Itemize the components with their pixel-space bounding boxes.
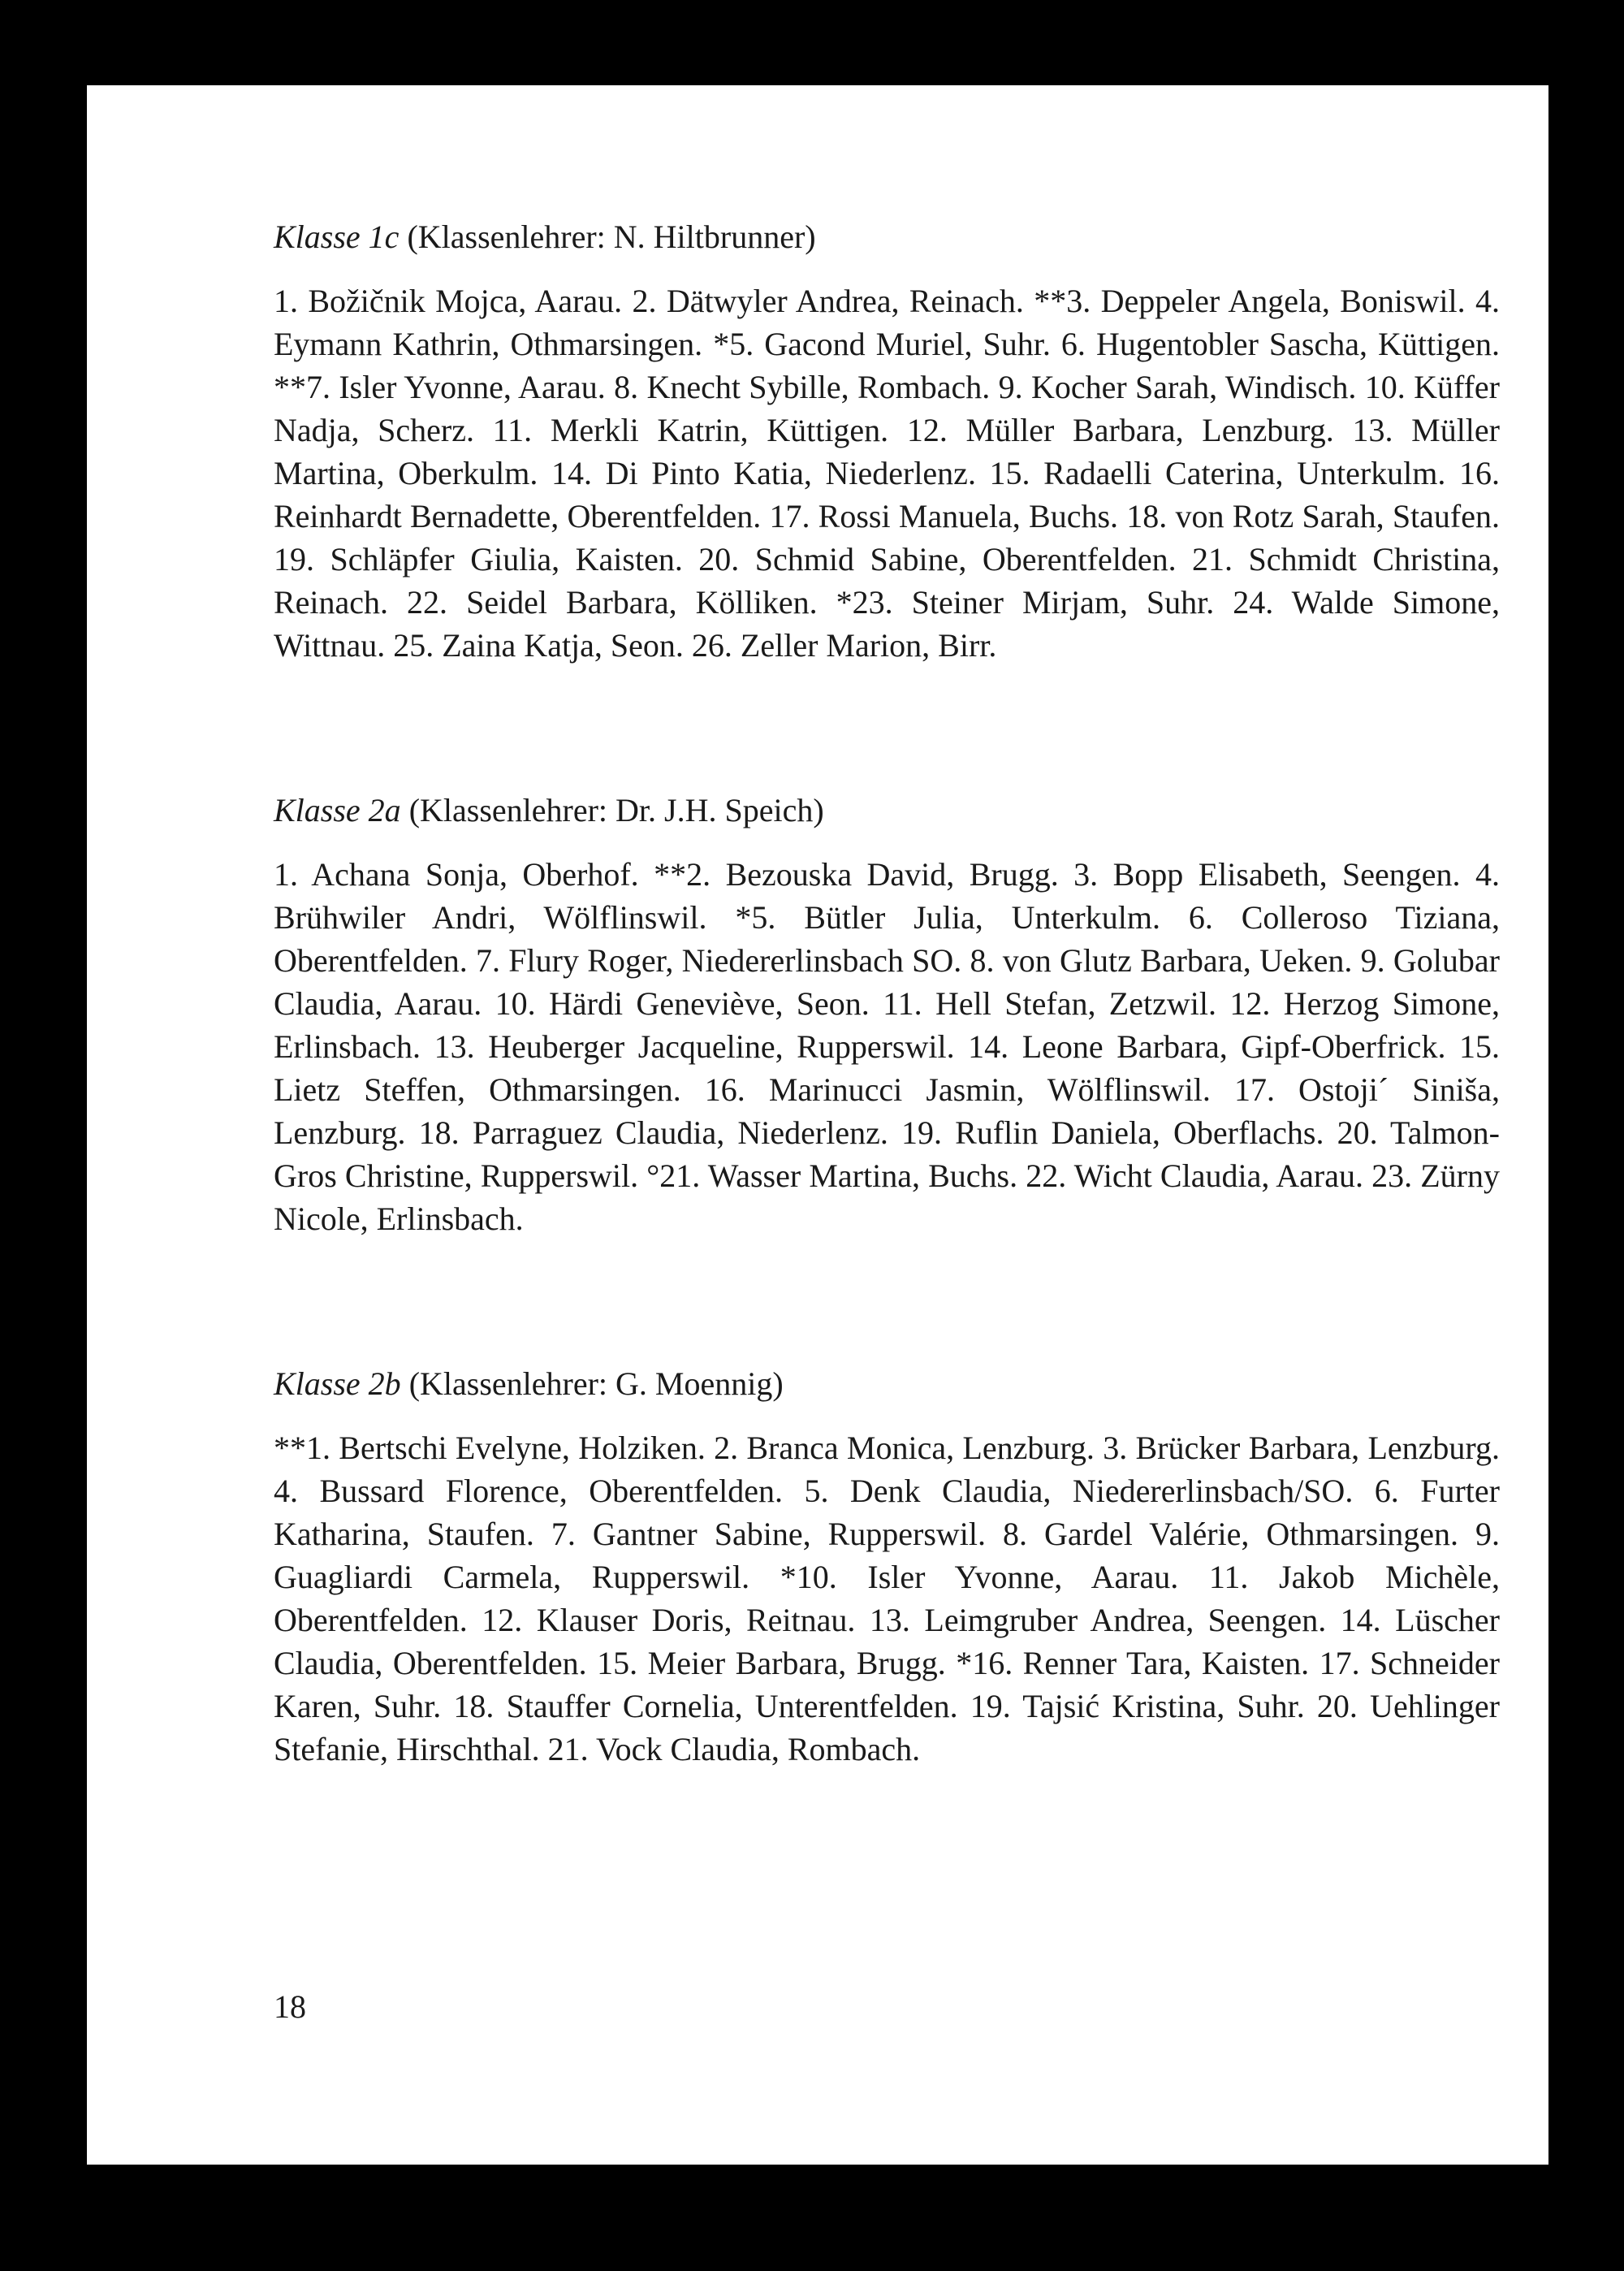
class-heading bbox=[274, 789, 1500, 832]
section-spacer bbox=[274, 667, 1500, 789]
class-heading bbox=[274, 215, 1500, 258]
class-block-2a bbox=[274, 789, 1500, 1240]
document-page bbox=[87, 85, 1548, 2165]
class-roster: **1. Bertschi Evelyne, Holziken. 2. Branca Monica, Lenzburg. 3. Brücker Barbara, Lenzburg. 4. Bussard Florence, Oberentfelden. 5. Denk Claudia, Niedererlinsbach/SO. 6. Furter Katharina, Staufen. 7. Gantner Sabine, Rupperswil. 8. Gardel Valérie, Othmarsingen. 9. Guagliardi Carmela, Rupperswil. *10. Isler Yvonne, Aarau. 11. Jakob Michèle, Oberentfelden. 12. Klauser Doris, Reitnau. 13. Leimgruber Andrea, Seengen. 14. Lüscher Claudia, Oberentfelden. 15. Meier Barbara, Brugg. *16. Renner Tara, Kaisten. 17. Schneider Karen, Suhr. 18. Stauffer Cornelia, Unterentfelden. 19. Tajsić Kristina, Suhr. 20. Uehlinger Stefanie, Hirschthal. 21. Vock Claudia, Rombach. bbox=[274, 1430, 1500, 1767]
class-teacher: (Klassenlehrer: Dr. J.H. Speich) bbox=[408, 792, 824, 828]
class-teacher: (Klassenlehrer: G. Moennig) bbox=[408, 1365, 784, 1402]
section-spacer bbox=[274, 1240, 1500, 1362]
class-block-2b bbox=[274, 1362, 1500, 1771]
class-block-1c bbox=[274, 215, 1500, 667]
class-name: Klasse 2a bbox=[274, 792, 401, 828]
class-roster: 1. Achana Sonja, Oberhof. **2. Bezouska David, Brugg. 3. Bopp Elisabeth, Seengen. 4. Brühwiler Andri, Wölflinswil. *5. Bütler Julia, Unterkulm. 6. Colleroso Tiziana, Oberentfelden. 7. Flury Roger, Niedererlinsbach SO. 8. von Glutz Barbara, Ueken. 9. Golubar Claudia, Aarau. 10. Härdi Geneviève, Seon. 11. Hell Stefan, Zetzwil. 12. Herzog Simone, Erlinsbach. 13. Heuberger Jacqueline, Rupperswil. 14. Leone Barbara, Gipf-Oberfrick. 15. Lietz Steffen, Othmarsingen. 16. Marinucci Jasmin, Wölflinswil. 17. Ostoji´ Siniša, Lenzburg. 18. Parraguez Claudia, Niederlenz. 19. Ruflin Daniela, Oberflachs. 20. Talmon-Gros Christine, Rupperswil. °21. Wasser Martina, Buchs. 22. Wicht Claudia, Aarau. 23. Zürny Nicole, Erlinsbach. bbox=[274, 856, 1500, 1237]
class-teacher: (Klassenlehrer: N. Hiltbrunner) bbox=[407, 218, 816, 255]
class-heading bbox=[274, 1362, 1500, 1405]
class-name: Klasse 2b bbox=[274, 1365, 401, 1402]
class-name: Klasse 1c bbox=[274, 218, 400, 255]
page-content bbox=[274, 215, 1500, 1771]
class-roster: 1. Božičnik Mojca, Aarau. 2. Dätwyler Andrea, Reinach. **3. Deppeler Angela, Boniswil. 4. Eymann Kathrin, Othmarsingen. *5. Gacond Muriel, Suhr. 6. Hugentobler Sascha, Küttigen. **7. Isler Yvonne, Aarau. 8. Knecht Sybille, Rombach. 9. Kocher Sarah, Windisch. 10. Küffer Nadja, Scherz. 11. Merkli Katrin, Küttigen. 12. Müller Barbara, Lenzburg. 13. Müller Martina, Oberkulm. 14. Di Pinto Katia, Niederlenz. 15. Radaelli Caterina, Unterkulm. 16. Reinhardt Bernadette, Oberentfelden. 17. Rossi Manuela, Buchs. 18. von Rotz Sarah, Staufen. 19. Schläpfer Giulia, Kaisten. 20. Schmid Sabine, Oberentfelden. 21. Schmidt Christina, Reinach. 22. Seidel Barbara, Kölliken. *23. Steiner Mirjam, Suhr. 24. Walde Simone, Wittnau. 25. Zaina Katja, Seon. 26. Zeller Marion, Birr. bbox=[274, 283, 1500, 664]
page-number: 18 bbox=[274, 1988, 306, 2025]
